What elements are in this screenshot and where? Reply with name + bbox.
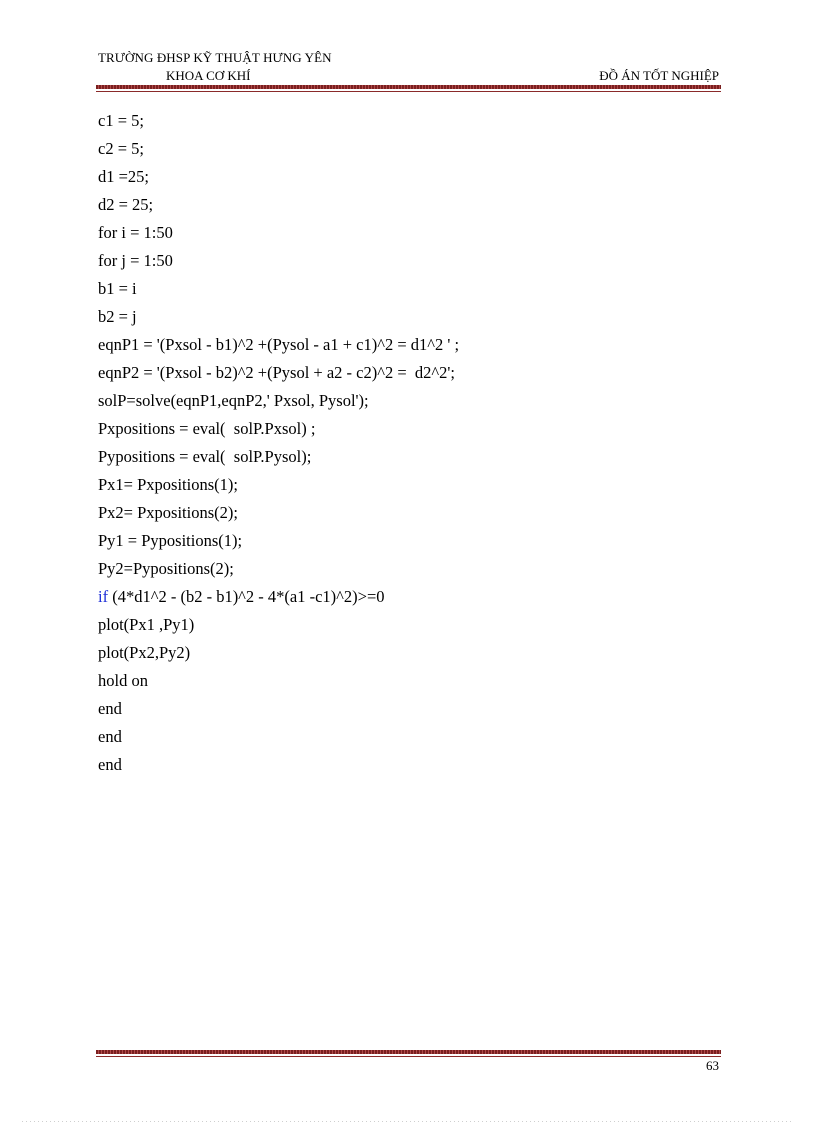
code-line: Px1= Pxpositions(1); xyxy=(98,475,238,494)
code-line: hold on xyxy=(98,671,148,690)
if-condition: (4*d1^2 - (b2 - b1)^2 - 4*(a1 -c1)^2)>=0 xyxy=(108,587,385,606)
code-line: end xyxy=(98,699,122,718)
thesis-title: ĐỒ ÁN TỐT NGHIỆP xyxy=(599,68,719,83)
code-line: plot(Px2,Py2) xyxy=(98,643,191,662)
page-number: 63 xyxy=(706,1058,719,1073)
footer-rule xyxy=(96,1050,721,1054)
code-line: eqnP1 = '(Pxsol - b1)^2 +(Pysol - a1 + c1)^2 = d1^2 ' ; xyxy=(98,335,460,354)
faculty-name: KHOA CƠ KHÍ xyxy=(166,68,251,83)
page-bottom-divider xyxy=(22,1121,792,1122)
code-line: c1 = 5; xyxy=(98,111,144,130)
if-keyword: if xyxy=(98,587,109,606)
code-line: b2 = j xyxy=(98,307,137,326)
code-line: Px2= Pxpositions(2); xyxy=(98,503,238,522)
code-line: plot(Px1 ,Py1) xyxy=(98,615,195,634)
header-rule xyxy=(96,85,721,89)
code-line: Py2=Pypositions(2); xyxy=(98,559,234,578)
code-block xyxy=(98,107,698,779)
code-line: for j = 1:50 xyxy=(98,251,173,270)
code-line: c2 = 5; xyxy=(98,139,144,158)
code-line: Py1 = Pypositions(1); xyxy=(98,531,243,550)
code-line: Pxpositions = eval( solP.Pxsol) ; xyxy=(98,419,316,438)
code-line: solP=solve(eqnP1,eqnP2,' Pxsol, Pysol'); xyxy=(98,391,369,410)
code-line: d2 = 25; xyxy=(98,195,154,214)
code-line: Pypositions = eval( solP.Pysol); xyxy=(98,447,312,466)
code-line: d1 =25; xyxy=(98,167,150,186)
code-line: for i = 1:50 xyxy=(98,223,173,242)
code-line: end xyxy=(98,755,122,774)
header-rule-thin xyxy=(96,91,721,92)
code-line-if xyxy=(98,583,698,611)
footer-rule-thin xyxy=(96,1056,721,1057)
school-name: TRƯỜNG ĐHSP KỸ THUẬT HƯNG YÊN xyxy=(98,50,332,65)
code-line: end xyxy=(98,727,122,746)
code-line: eqnP2 = '(Pxsol - b2)^2 +(Pysol + a2 - c2)^2 = d2^2'; xyxy=(98,363,455,382)
code-line: b1 = i xyxy=(98,279,137,298)
